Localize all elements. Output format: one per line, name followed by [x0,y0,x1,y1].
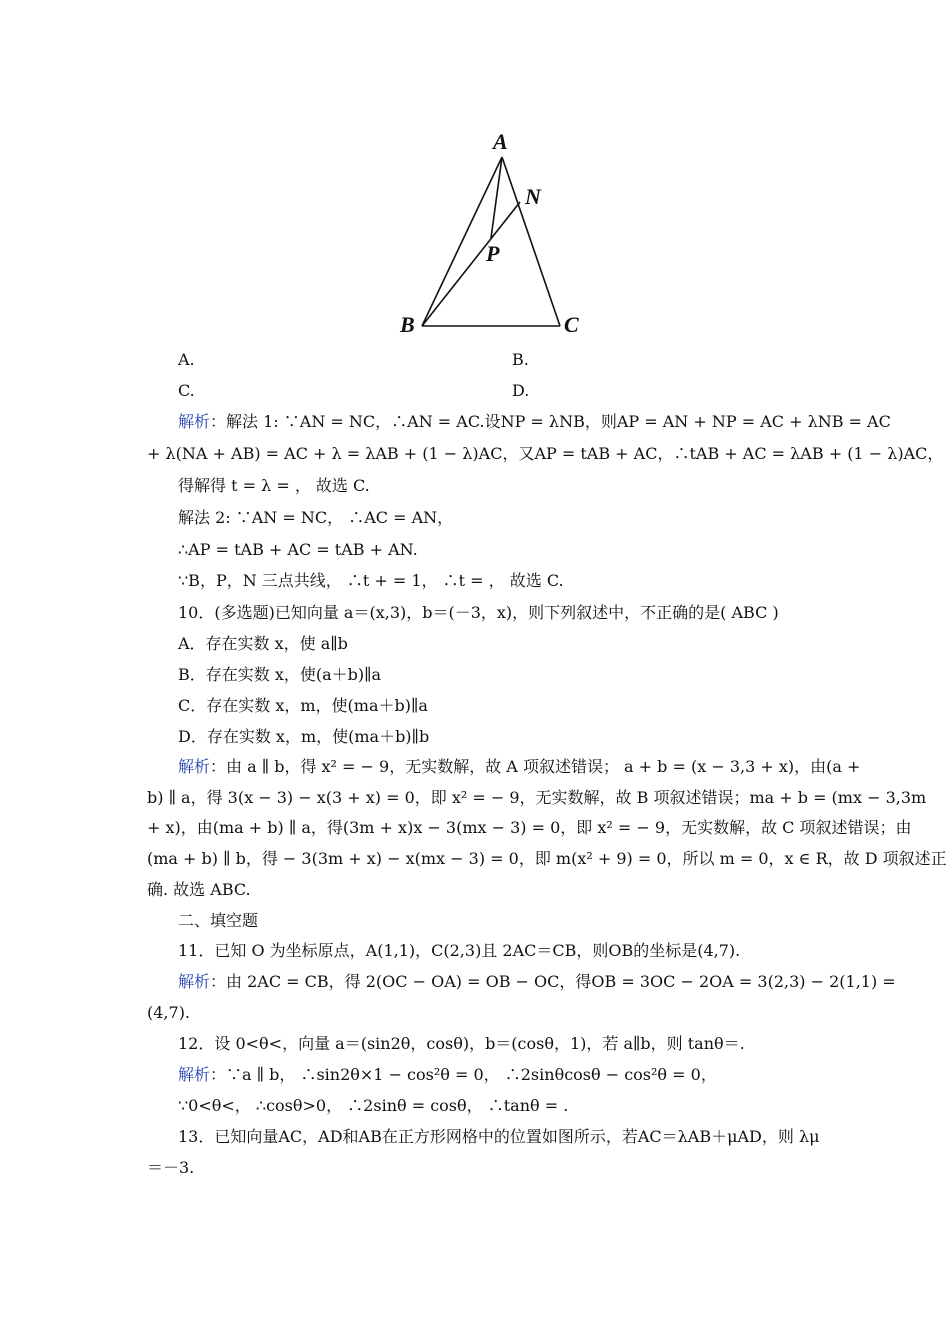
solution-label: 解析 [178,412,211,431]
option-b: B. [512,350,529,369]
vertex-label-a: A [493,129,508,154]
question-10-option-b: B．存在实数 x，使(a＋b)∥a [178,665,382,684]
option-a: A. [178,350,195,369]
question-10-stem: 10．(多选题)已知向量 a＝(x,3)，b＝(－3，x)，则下列叙述中，不正确的是( ABC ) [178,603,779,622]
solution-9-line-3: 得解得 t = λ = ， 故选 C. [178,476,370,495]
triangle-figure [380,120,600,345]
vertex-label-b: B [400,312,415,337]
option-d: D. [512,381,530,400]
solution-9-line-2: + λ(NA + AB) = AC + λ = λAB + (1 − λ)AC，又AP = tAB + AC，∴tAB + AC = λAB + (1 − λ)AC， [147,444,944,463]
section-heading-fill-in: 二、填空题 [178,911,259,930]
solution-label: 解析 [178,757,211,776]
vertex-label-n: N [525,184,541,209]
vertex-label-p: P [486,241,500,266]
solution-9-line-5: ∴AP = tAB + AC = tAB + AN. [178,540,418,559]
question-11-stem: 11．已知 O 为坐标原点，A(1,1)，C(2,3)且 2AC＝CB，则OB的坐标是(4,7). [178,941,741,960]
vertex-label-c: C [564,312,579,337]
solution-label: 解析 [178,972,211,991]
question-10-option-a: A．存在实数 x，使 a∥b [178,634,348,653]
solution-10-line-2: b) ∥ a，得 3(x − 3) − x(3 + x) = 0，即 x² = − 9，无实数解，故 B 项叙述错误；ma + b = (mx − 3,3m [147,788,927,807]
question-10-option-c: C．存在实数 x，m，使(ma＋b)∥a [178,696,428,715]
solution-9-line-6: ∵B，P，N 三点共线， ∴t + = 1， ∴t = ， 故选 C. [178,571,564,590]
solution-12-line-1: 解析：∵a ∥ b， ∴sin2θ×1 − cos²θ = 0， ∴2sinθcosθ − cos²θ = 0， [178,1065,717,1084]
solution-10-line-3: + x)，由(ma + b) ∥ a，得(3m + x)x − 3(mx − 3) = 0，即 x² = − 9，无实数解，故 C 项叙述错误；由 [147,818,912,837]
question-13-line-1: 13．已知向量AC，AD和AB在正方形网格中的位置如图所示，若AC＝λAB＋μAD，则 λμ [178,1127,820,1146]
solution-11-line-1: 解析：由 2AC = CB，得 2(OC − OA) = OB − OC，得OB = 3OC − 2OA = 3(2,3) − 2(1,1) = [178,972,896,991]
option-c: C. [178,381,195,400]
solution-12-line-2: ∵0<θ<， ∴cosθ>0， ∴2sinθ = cosθ， ∴tanθ = . [178,1096,569,1115]
solution-11-line-2: (4,7). [147,1003,191,1022]
solution-9-line-1: 解析：解法 1: ∵AN = NC，∴AN = AC.设NP = λNB，则AP = AN + NP = AC + λNB = AC [178,412,891,431]
solution-10-line-1: 解析：由 a ∥ b，得 x² = − 9，无实数解，故 A 项叙述错误； a + b = (x − 3,3 + x)，由(a + [178,757,861,776]
solution-9-line-4: 解法 2: ∵AN = NC， ∴AC = AN， [178,508,454,527]
question-12-stem: 12．设 0<θ<，向量 a＝(sin2θ，cosθ)，b＝(cosθ，1)，若 a∥b，则 tanθ＝. [178,1034,745,1053]
question-13-line-2: ＝－3. [147,1158,195,1177]
solution-10-line-5: 确. 故选 ABC. [147,880,251,899]
solution-label: 解析 [178,1065,211,1084]
question-10-option-d: D．存在实数 x，m，使(ma＋b)∥b [178,727,430,746]
solution-10-line-4: (ma + b) ∥ b，得 − 3(3m + x) − x(mx − 3) = 0，即 m(x² + 9) = 0，所以 m = 0，x ∈ R，故 D 项叙述正 [147,849,947,868]
